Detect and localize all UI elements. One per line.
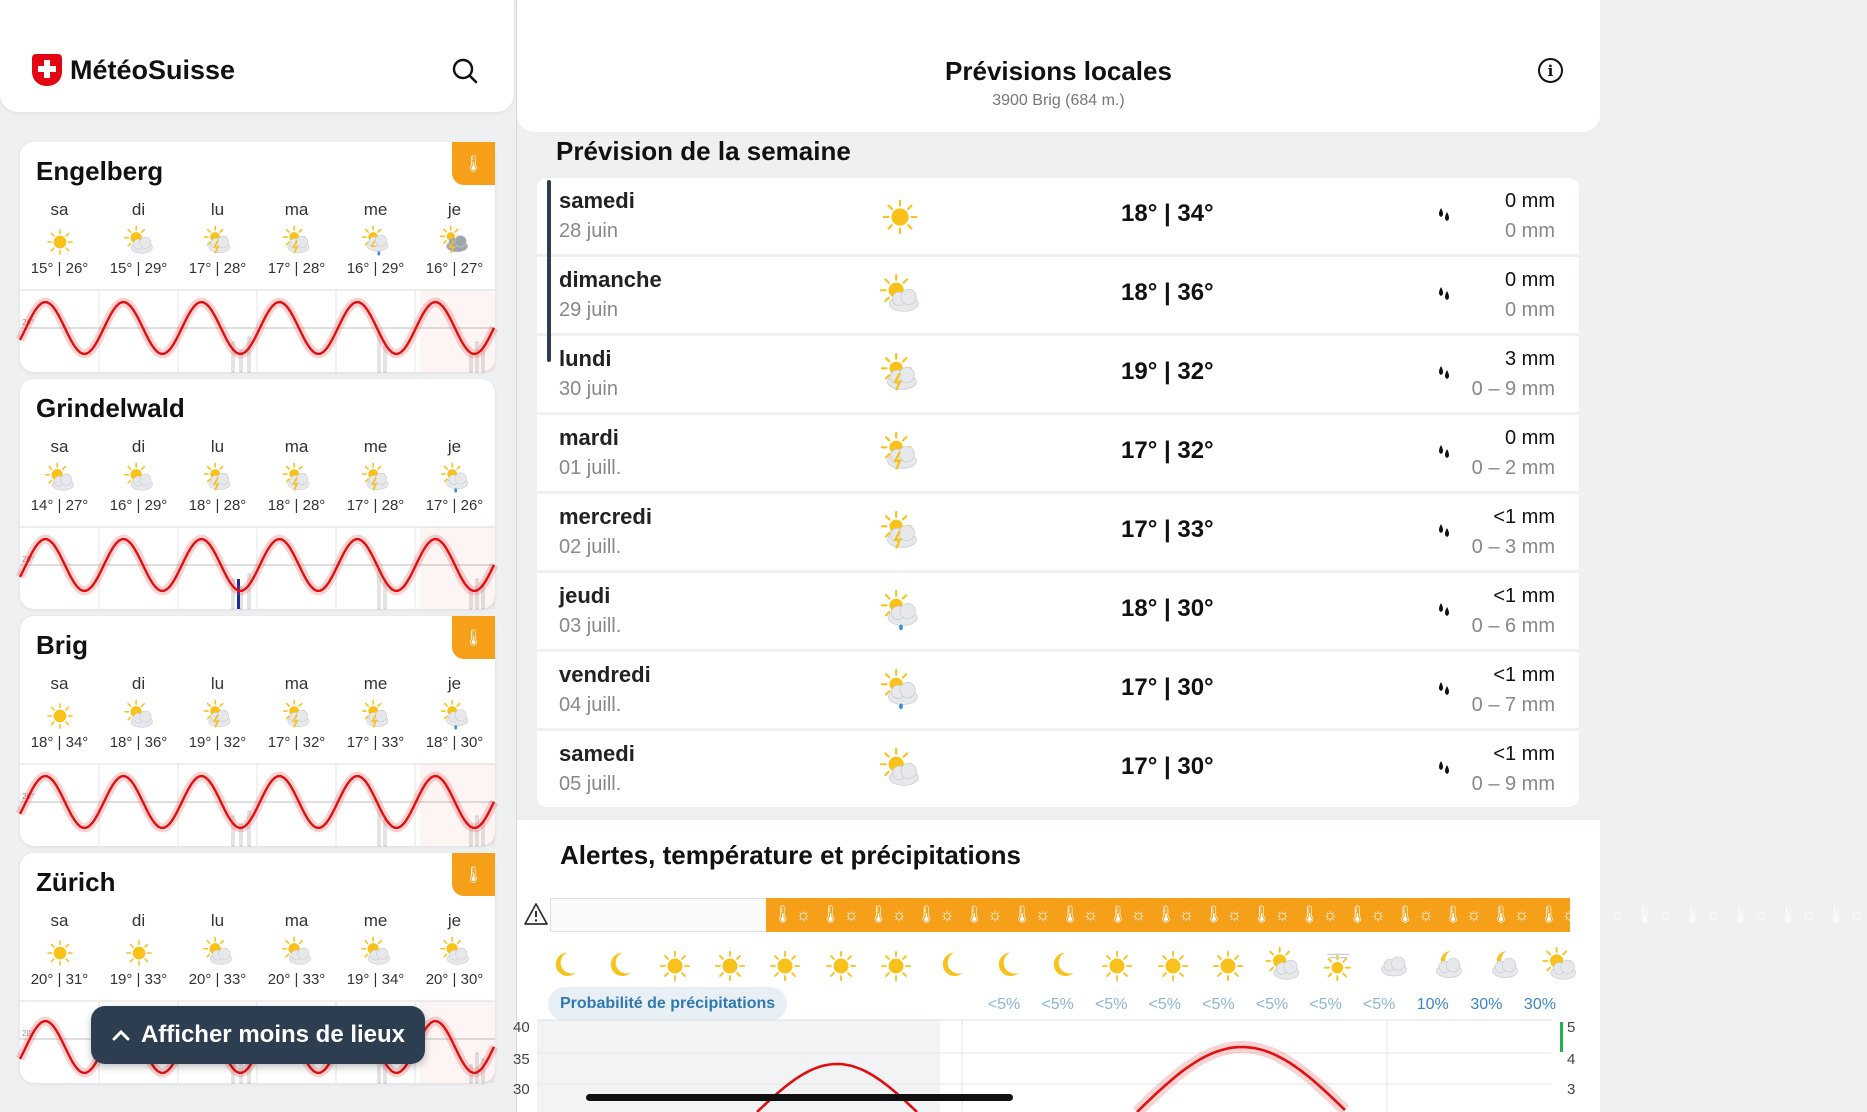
raindrops-icon [1435, 362, 1453, 384]
temperature-mini-chart[interactable] [20, 527, 495, 609]
sun-cloud-icon [20, 461, 99, 497]
precip-probability-toggle[interactable]: Probabilité de précipitations [548, 987, 787, 1021]
swiss-flag-icon [32, 54, 62, 86]
sun-cloud-icon [415, 935, 494, 971]
moon-icon [929, 944, 973, 988]
precip-probability: 30% [1523, 996, 1556, 1013]
day-label: lu [210, 674, 225, 693]
precipitation-range: 0 – 9 mm [1471, 773, 1555, 795]
day-temperature: 20° | 30° [425, 971, 484, 988]
brand[interactable] [32, 54, 235, 86]
storm-cloud-icon [257, 461, 336, 497]
precipitation-range: 0 – 7 mm [1471, 694, 1555, 716]
day-temperature: 18° | 28° [267, 497, 326, 514]
precipitation-amount: 0 mm [1505, 427, 1555, 449]
section-title: Alertes, température et précipitations [560, 840, 1021, 870]
day-forecast [257, 674, 336, 751]
storm-cloud-icon [178, 698, 257, 734]
day-label: ma [284, 200, 309, 219]
precip-probability: <5% [1148, 996, 1182, 1013]
sun-cloud-icon [99, 224, 178, 260]
week-row[interactable] [537, 178, 1579, 254]
day-temperature: 18° | 30° [425, 734, 484, 751]
day-label: sa [50, 911, 69, 930]
day-label: di [131, 437, 146, 456]
weekday: jeudi [559, 583, 611, 608]
raindrops-icon [1435, 520, 1453, 542]
storm-cloud-icon [178, 224, 257, 260]
page-title: Prévisions locales [945, 56, 1172, 86]
weekday: lundi [559, 346, 612, 371]
rain-cloud-icon [415, 461, 494, 497]
week-forecast-title: Prévision de la semaine [556, 136, 851, 166]
sun-cloud-icon [877, 747, 923, 793]
day-forecast [415, 437, 494, 514]
day-temperature: 16° | 27° [425, 260, 484, 277]
day-temperature: 17° | 32° [267, 734, 326, 751]
precip-probability: <5% [1309, 996, 1342, 1013]
week-row[interactable] [537, 415, 1579, 491]
weekday: vendredi [559, 662, 651, 687]
date: 29 juin [559, 299, 618, 321]
heat-alert-bar[interactable]: 🌡☼ 🌡☼ 🌡☼ 🌡☼ 🌡☼ 🌡☼ 🌡☼ 🌡☼ 🌡☼ 🌡☼ 🌡☼ 🌡☼ 🌡☼ 🌡☼ 🌡☼ 🌡☼ 🌡☼ 🌡☼ 🌡☼ 🌡☼ 🌡☼ 🌡☼ 🌡☼ [766, 898, 1570, 932]
raindrops-icon [1435, 441, 1453, 463]
day-temperature: 15° | 26° [30, 260, 89, 277]
y-axis-tick-left: 30 [513, 1081, 530, 1098]
location-name: Engelberg [36, 156, 164, 186]
heat-warning-icon[interactable]: 🌡 [452, 616, 495, 659]
temperature-mini-chart[interactable] [20, 290, 495, 372]
day-label: lu [210, 200, 225, 219]
storm-cloud-icon [877, 510, 923, 556]
location-name: Grindelwald [36, 393, 185, 423]
rain-cloud-icon [415, 698, 494, 734]
precip-probability: <5% [987, 996, 1021, 1013]
day-forecast [178, 674, 257, 751]
show-less-label: Afficher moins de lieux [140, 1021, 406, 1048]
temperature-range: 17° | 32° [1121, 437, 1214, 464]
moon-icon [985, 944, 1029, 988]
temperature-range: 18° | 34° [1121, 200, 1214, 227]
day-forecast [257, 911, 336, 988]
hourly-icons-row [542, 944, 1582, 988]
sun-cloud-icon [336, 935, 415, 971]
day-label: sa [50, 674, 69, 693]
sun-icon [20, 698, 99, 734]
sun-icon [653, 944, 697, 988]
day-label: je [447, 437, 462, 456]
storm-cloud-icon [178, 461, 257, 497]
detail-header [517, 0, 1600, 132]
raindrops-icon [1435, 757, 1453, 779]
day-temperature: 16° | 29° [346, 260, 405, 277]
precipitation-amount: 0 mm [1505, 190, 1555, 212]
week-row[interactable] [537, 494, 1579, 570]
day-temperature: 18° | 34° [30, 734, 89, 751]
brand-name: MétéoSuisse [70, 54, 236, 85]
sun-icon [99, 935, 178, 971]
date: 02 juill. [559, 536, 622, 558]
location-card[interactable] [20, 616, 495, 846]
precip-probability: <5% [1362, 996, 1396, 1013]
day-forecast [415, 200, 494, 277]
day-forecast [178, 200, 257, 277]
moon-icon [597, 944, 641, 988]
y-axis-tick-right: 5 [1567, 1019, 1576, 1036]
sun-icon [763, 944, 807, 988]
storm-cloud-icon [877, 352, 923, 398]
day-label: sa [50, 200, 69, 219]
week-row[interactable] [537, 257, 1579, 333]
day-temperature: 19° | 32° [188, 734, 247, 751]
search-icon[interactable] [452, 58, 478, 84]
day-forecast [178, 911, 257, 988]
weekday: mercredi [559, 504, 652, 529]
day-forecast-row [20, 437, 495, 514]
raindrops-icon [1435, 678, 1453, 700]
weekday: mardi [559, 425, 619, 450]
day-temperature: 20° | 33° [188, 971, 247, 988]
svg-text:20°: 20° [22, 1029, 35, 1038]
date: 03 juill. [559, 615, 622, 637]
location-name: Zürich [36, 867, 116, 897]
day-forecast [336, 911, 415, 988]
storm-rain-icon [336, 224, 415, 260]
day-forecast [336, 674, 415, 751]
raindrops-icon [1435, 204, 1453, 226]
sun-haze-icon [1317, 944, 1361, 988]
storm-cloud-icon [257, 224, 336, 260]
storm-cloud-icon [257, 698, 336, 734]
precip-probability: <5% [1041, 996, 1074, 1013]
day-temperature: 18° | 28° [188, 497, 247, 514]
day-label: me [363, 437, 388, 456]
day-temperature: 16° | 29° [109, 497, 168, 514]
temperature-range: 17° | 30° [1121, 753, 1214, 780]
weekday: samedi [559, 741, 635, 766]
day-temperature: 17° | 28° [267, 260, 326, 277]
day-temperature: 20° | 33° [267, 971, 326, 988]
y-axis-tick-right: 4 [1567, 1051, 1576, 1068]
date: 04 juill. [559, 694, 622, 716]
temperature-mini-chart[interactable] [20, 764, 495, 846]
heat-warning-icon[interactable]: 🌡 [452, 142, 495, 185]
day-label: lu [210, 911, 225, 930]
precipitation-range: 0 mm [1505, 220, 1555, 242]
precipitation-range: 0 – 6 mm [1471, 615, 1555, 637]
precipitation-amount: <1 mm [1493, 506, 1555, 528]
week-row[interactable] [537, 336, 1579, 412]
moon-cloud-icon [1427, 944, 1471, 988]
day-forecast [99, 911, 178, 988]
day-forecast [20, 437, 99, 514]
day-forecast-row [20, 200, 495, 277]
day-label: lu [210, 437, 225, 456]
day-forecast [336, 437, 415, 514]
day-temperature: 17° | 33° [346, 734, 405, 751]
date: 30 juin [559, 378, 618, 400]
precipitation-range: 0 – 3 mm [1471, 536, 1555, 558]
day-label: je [447, 674, 462, 693]
precipitation-range: 0 – 2 mm [1471, 457, 1555, 479]
day-forecast [20, 200, 99, 277]
day-forecast [415, 674, 494, 751]
day-label: di [131, 911, 146, 930]
date: 01 juill. [559, 457, 622, 479]
svg-text:20°: 20° [22, 555, 35, 564]
day-label: di [131, 200, 146, 219]
moon-cloud-icon [1483, 944, 1527, 988]
day-forecast [99, 200, 178, 277]
week-row[interactable] [537, 652, 1579, 728]
sun-cloud-icon [257, 935, 336, 971]
moon-icon [542, 944, 586, 988]
precipitation-amount: 3 mm [1505, 348, 1555, 370]
day-forecast [20, 911, 99, 988]
day-temperature: 19° | 34° [346, 971, 405, 988]
sun-icon [874, 944, 918, 988]
y-axis-tick-right: 3 [1567, 1081, 1576, 1098]
day-label: sa [50, 437, 69, 456]
svg-text:20°: 20° [22, 792, 35, 801]
sun-cloud-icon [178, 935, 257, 971]
day-forecast [257, 437, 336, 514]
sun-cloud-icon [877, 273, 923, 319]
rain-cloud-icon [877, 668, 923, 714]
temperature-range: 18° | 30° [1121, 595, 1214, 622]
weekday: dimanche [559, 267, 662, 292]
day-label: ma [284, 437, 309, 456]
precipitation-range: 0 – 9 mm [1471, 378, 1555, 400]
location-subtitle: 3900 Brig (684 m.) [992, 92, 1125, 109]
precipitation-amount: <1 mm [1493, 664, 1555, 686]
precipitation-range: 0 mm [1505, 299, 1555, 321]
weekday: samedi [559, 188, 635, 213]
raindrops-icon [1435, 599, 1453, 621]
warning-icon [523, 902, 549, 926]
day-temperature: 14° | 27° [30, 497, 89, 514]
svg-text:20°: 20° [22, 318, 35, 327]
home-indicator[interactable] [586, 1094, 1013, 1101]
precip-probabilities [982, 996, 1562, 1014]
day-temperature: 15° | 29° [109, 260, 168, 277]
storm-dark-icon [415, 224, 494, 260]
location-name: Brig [36, 630, 88, 660]
sun-icon [1095, 944, 1139, 988]
sun-icon [708, 944, 752, 988]
sun-cloud-icon [1538, 944, 1582, 988]
day-forecast-row [20, 674, 495, 751]
sun-cloud-icon [1261, 944, 1305, 988]
scroll-indicator[interactable] [547, 180, 551, 362]
week-row[interactable] [537, 573, 1579, 649]
week-forecast-list [537, 178, 1579, 810]
sun-icon [1151, 944, 1195, 988]
day-label: je [447, 911, 462, 930]
sun-cloud-icon [99, 461, 178, 497]
info-icon[interactable]: i [1538, 58, 1563, 83]
day-temperature: 17° | 26° [425, 497, 484, 514]
sun-cloud-icon [99, 698, 178, 734]
day-label: ma [284, 674, 309, 693]
day-forecast-row [20, 911, 495, 988]
alerts-temp-precip-section [513, 820, 1867, 1112]
day-label: je [447, 200, 462, 219]
precipitation-amount: 0 mm [1505, 269, 1555, 291]
sun-icon [819, 944, 863, 988]
precip-probability: 10% [1416, 996, 1449, 1013]
y-axis-tick-left: 40 [513, 1019, 530, 1036]
day-temperature: 18° | 36° [109, 734, 168, 751]
day-forecast [20, 674, 99, 751]
day-temperature: 20° | 31° [30, 971, 89, 988]
week-row[interactable] [537, 731, 1579, 807]
day-temperature: 19° | 33° [109, 971, 168, 988]
moon-icon [1040, 944, 1084, 988]
sun-icon [20, 935, 99, 971]
precip-probability: 30% [1470, 996, 1503, 1013]
y-axis-tick-left: 35 [513, 1051, 530, 1068]
day-temperature: 17° | 28° [188, 260, 247, 277]
day-temperature: 17° | 28° [346, 497, 405, 514]
precipitation-amount: <1 mm [1493, 743, 1555, 765]
day-label: ma [284, 911, 309, 930]
app-header [0, 0, 514, 112]
precip-probability: <5% [1094, 996, 1128, 1013]
sun-icon [1206, 944, 1250, 988]
temperature-range: 18° | 36° [1121, 279, 1214, 306]
storm-cloud-icon [877, 431, 923, 477]
storm-cloud-icon [336, 461, 415, 497]
location-card[interactable] [20, 142, 495, 372]
storm-cloud-icon [336, 698, 415, 734]
temperature-range: 19° | 32° [1121, 358, 1214, 385]
day-forecast [336, 200, 415, 277]
day-label: me [363, 200, 388, 219]
day-label: di [131, 674, 146, 693]
precip-probability: <5% [1255, 996, 1289, 1013]
cloud-icon [1372, 944, 1416, 988]
sun-icon [20, 224, 99, 260]
day-forecast [415, 911, 494, 988]
day-label: me [363, 911, 388, 930]
day-forecast [257, 200, 336, 277]
day-forecast [99, 674, 178, 751]
precip-probability: <5% [1202, 996, 1235, 1013]
heat-warning-icon[interactable]: 🌡 [452, 853, 495, 896]
chevron-up-icon [111, 1028, 131, 1042]
temperature-range: 17° | 33° [1121, 516, 1214, 543]
show-less-locations-button[interactable] [91, 1006, 425, 1064]
temperature-range: 17° | 30° [1121, 674, 1214, 701]
day-forecast [99, 437, 178, 514]
date: 05 juill. [559, 773, 622, 795]
raindrops-icon [1435, 283, 1453, 305]
sun-icon [877, 194, 923, 240]
location-card[interactable] [20, 379, 495, 609]
day-label: me [363, 674, 388, 693]
rain-cloud-icon [877, 589, 923, 635]
day-forecast [178, 437, 257, 514]
precipitation-amount: <1 mm [1493, 585, 1555, 607]
date: 28 juin [559, 220, 618, 242]
